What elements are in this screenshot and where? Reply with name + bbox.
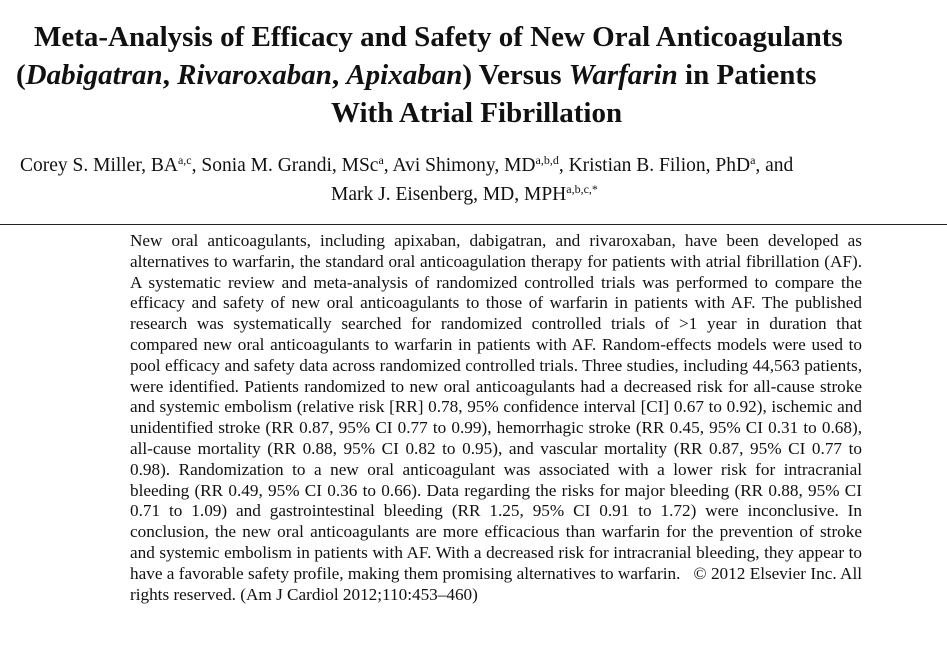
author-list [0,152,947,210]
title-drug-apixaban: Apixaban [346,59,463,91]
author-separator: , [383,155,393,176]
author-affiliation: a,b,c,* [566,182,598,196]
author-name: Kristian B. Filion, PhD [568,155,751,176]
author-line-2 [331,181,947,210]
title-paren-open: ( [16,59,26,91]
author-separator: , and [755,155,794,176]
author-name: Mark J. Eisenberg, MD, MPH [331,184,567,205]
title-drug-dabigatran: Dabigatran [25,59,163,91]
author-affiliation: a [378,153,384,167]
author-name: Corey S. Miller, BA [20,155,178,176]
article-title [0,18,947,132]
title-separator: , [162,59,178,91]
title-separator: , [331,59,347,91]
copyright-notice: © 2012 Elsevier Inc. All rights reserved. [130,563,862,604]
title-drug-rivaroxaban: Rivaroxaban [177,59,332,91]
title-line-3: With Atrial Fibrillation [331,97,623,129]
author-affiliation: a,c [177,153,192,167]
header-divider [0,224,947,225]
title-in-patients: in Patients [677,59,817,91]
title-line-2 [16,56,947,94]
author-name: Sonia M. Grandi, MSc [201,155,379,176]
author-line-1 [20,152,947,181]
author-name: Avi Shimony, MD [392,155,536,176]
author-separator: , [558,155,569,176]
abstract [130,231,862,605]
author-affiliation: a [750,153,756,167]
title-versus: ) Versus [462,59,569,91]
author-affiliation: a,b,d [535,153,559,167]
title-drug-warfarin: Warfarin [568,59,678,91]
abstract-text: New oral anticoagulants, including apixaban, dabigatran, and rivaroxaban, have been developed as alternatives to warfarin, the standard oral anticoagulation therapy for patients with atrial fibrillation (AF). A systematic review and meta-analysis of randomized controlled trials was performed to compare the efficacy and safety of new oral anticoagulants to those of warfarin in patients with AF. The published research was systematically searched for randomized controlled trials of >1 year in duration that compared new oral anticoagulants to warfarin in patients with AF. Random-effects models were used to pool efficacy and safety data across randomized controlled trials. Three studies, including 44,563 patients, were identified. Patients randomized to new oral anticoagulants had a decreased risk for all-cause stroke and systemic embolism (relative risk [RR] 0.78, 95% confidence interval [CI] 0.67 to 0.92), ischemic and unidentified stroke (RR 0.87, 95% CI 0.77 to 0.99), hemorrhagic stroke (RR 0.45, 95% CI 0.31 to 0.68), all-cause mortality (RR 0.88, 95% CI 0.82 to 0.95), and vascular mortality (RR 0.87, 95% CI 0.77 to 0.98). Randomization to a new oral anticoagulant was associated with a lower risk for intracranial bleeding (RR 0.49, 95% CI 0.36 to 0.66). Data regarding the risks for major bleeding (RR 0.88, 95% CI 0.71 to 1.09) and gastrointestinal bleeding (RR 1.25, 95% CI 0.91 to 1.72) were inconclusive. In conclusion, the new oral anticoagulants are more efficacious than warfarin for the prevention of stroke and systemic embolism in patients with AF. With a decreased risk for intracranial bleeding, they appear to have a favorable safety profile, making them promising alternatives to warfarin. [130,231,862,583]
title-line-1: Meta-Analysis of Efficacy and Safety of New Oral Anticoagulants [34,21,843,53]
journal-citation: (Am J Cardiol 2012;110:453–460) [240,584,478,604]
author-separator: , [191,155,202,176]
